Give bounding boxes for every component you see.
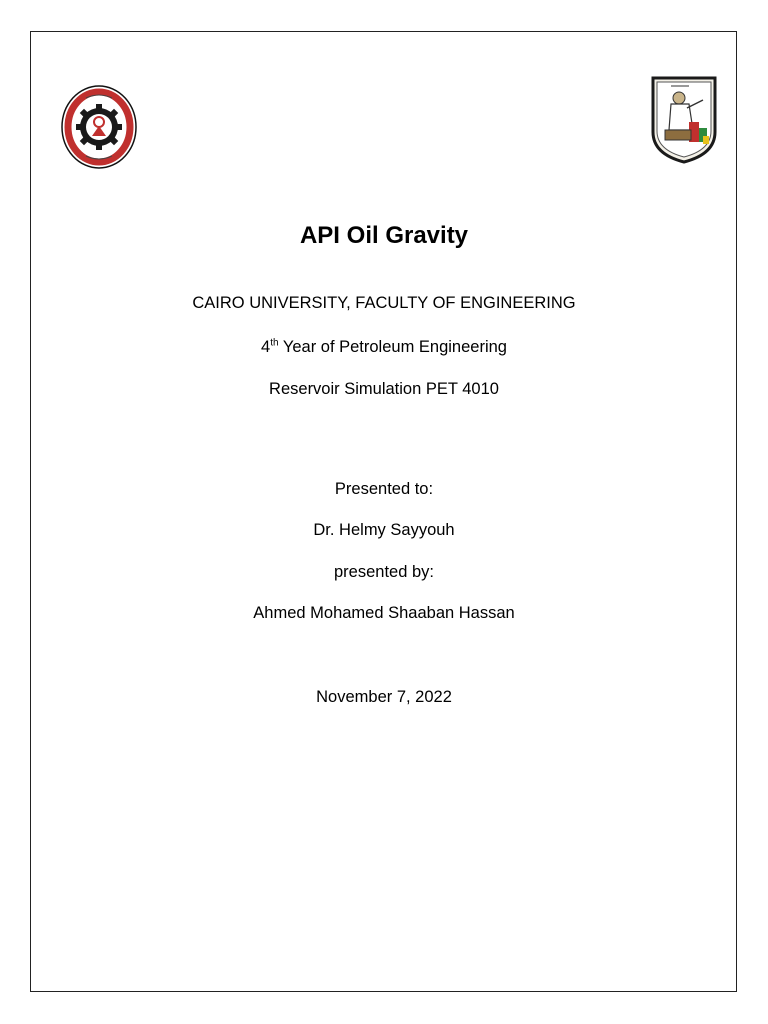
cairo-university-logo [649,74,719,164]
year-text: Year of Petroleum Engineering [278,338,507,356]
presented-to-name: Dr. Helmy Sayyouh [313,521,455,539]
year-number: 4 [261,338,271,356]
course-line: Reservoir Simulation PET 4010 [269,380,499,398]
presented-by-label: presented by: [334,563,434,581]
year-suffix: th [270,337,279,349]
page-border [30,31,737,992]
year-line [0,338,768,357]
presented-by-name: Ahmed Mohamed Shaaban Hassan [253,604,515,622]
document-date: November 7, 2022 [316,688,452,706]
document-title: API Oil Gravity [299,222,469,249]
institution-line: CAIRO UNIVERSITY, FACULTY OF ENGINEERING [192,294,576,312]
faculty-of-engineering-logo [60,84,138,170]
presented-to-label: Presented to: [334,480,434,498]
